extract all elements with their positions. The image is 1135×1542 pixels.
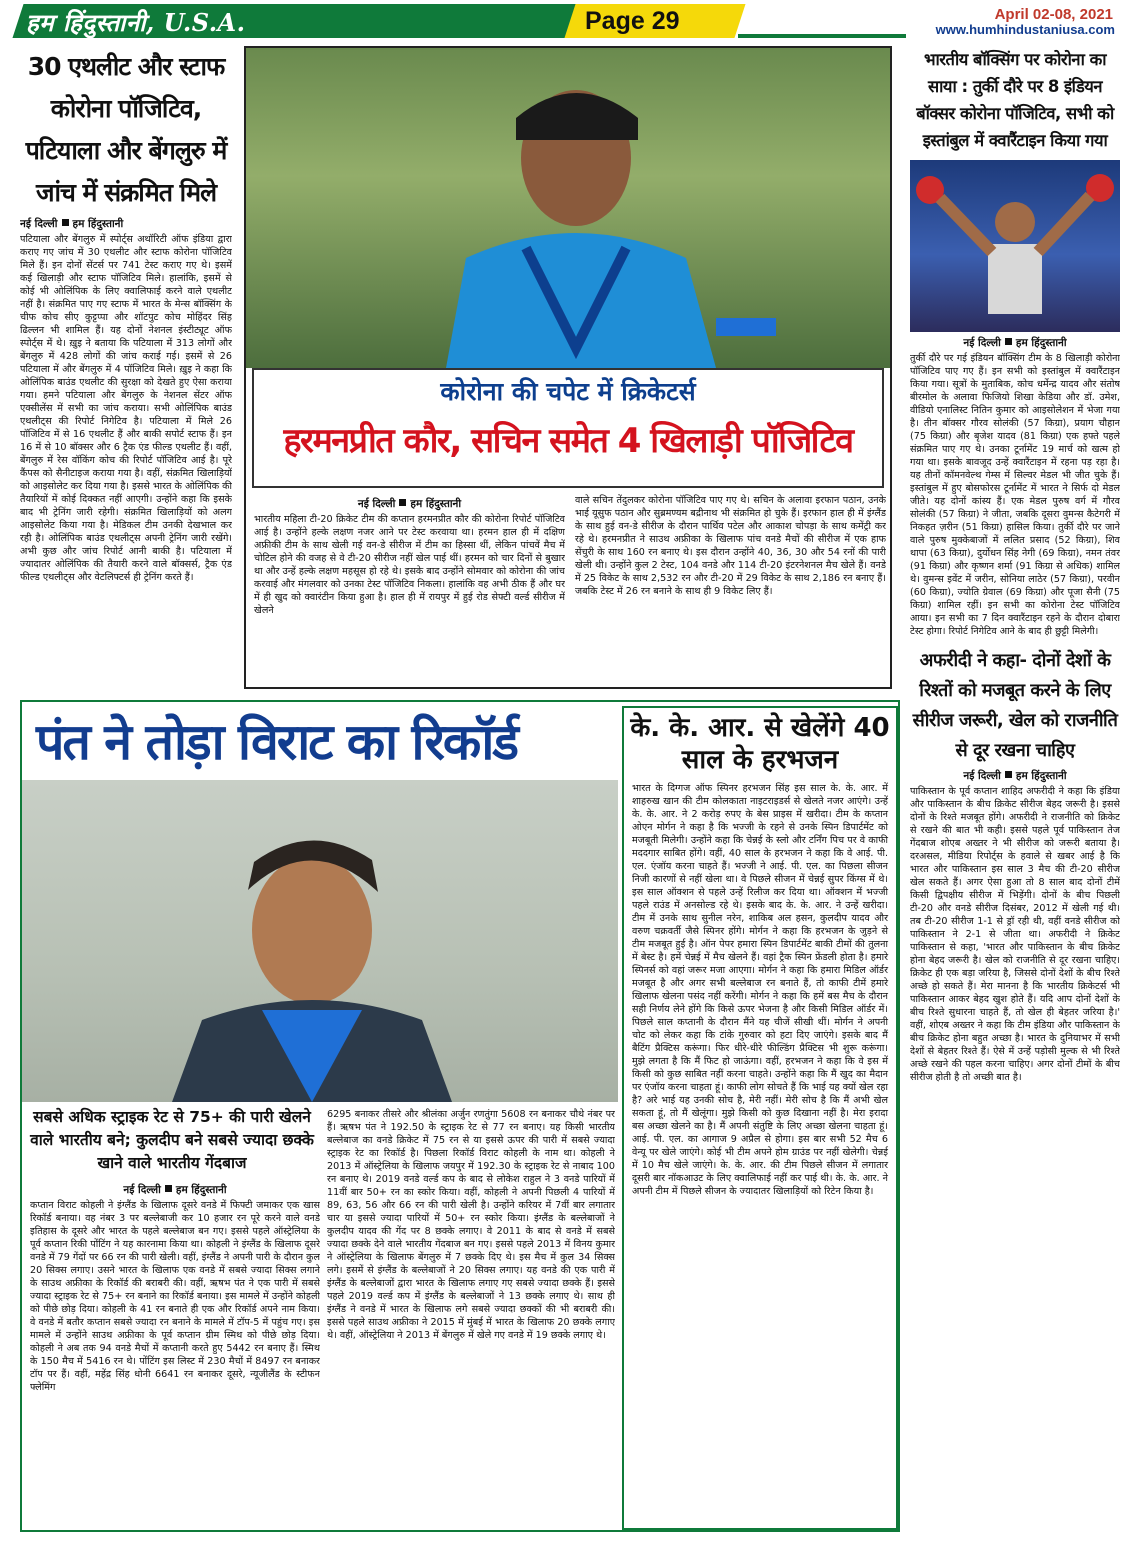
pant-column-1 bbox=[30, 1180, 320, 1530]
afridi-body: पाकिस्तान के पूर्व कप्तान शाहिद अफरीदी ने कहा कि इंडिया और पाकिस्तान के बीच क्रिकेट सीरीज बेहद जरूरी है। इससे दोनों के रिश्ते मजबूत होंगे। अफरीदी ने राजनीति को क्रिकेट से रखने की बात भी कही। इससे पहले पूर्व पाकिस्तान तेज गेंदबाज शोएब अख्तर ने भी सीरीज को जरूरी बताया है। दरअसल, मीडिया रिपोर्ट्स के हवाले से खबर आई है कि भारत और पाकिस्तान इस साल 3 मैच की टी-20 सीरीज खेल सकते हैं। अगर ऐसा हुआ तो 8 साल बाद दोनों टीमें किसी द्विपक्षीय सीरीज में भिड़ेंगी। दोनों के बीच पिछली टी-20 और वनडे सीरीज दिसंबर, 2012 में खेली गई थी। तब टी-20 सीरीज 1-1 से ड्रॉ रही थी, वहीं वनडे सीरीज को पाकिस्तान ने 2-1 से जीता था। अफरीदी ने क्रिकेट पाकिस्तान से कहा, 'भारत और पाकिस्तान के बीच क्रिकेट होना बेहद जरूरी है। खेल को राजनीति से दूर रखना चाहिए। क्रिकेट ही एक बड़ा जरिया है, जिससे दोनों देशों के बीच रिश्ते अच्छे हो सकते हैं। मेरा मानना है कि भारतीय क्रिकेटर्स भी पाकिस्तान आकर बेहद खुश होते हैं। यदि आप दोनों देशों के बीच रिश्ते सुधारना चाहते हैं, तो खेल ही बेहतर जरिया है।' वहीं, शोएब अख्तर ने कहा कि टीम इंडिया और पाकिस्तान के बीच क्रिकेट होना बहुत अच्छा है। भारत के दुनियाभर में सभी देशों से बेहतर रिश्ते हैं। ऐसे में उन्हें पड़ोसी मुल्क से भी रिश्ते अच्छे रखने की पहल करना चाहिए। अगर दोनों टीमों के बीच सीरीज होती है तो अच्छी बात है। bbox=[910, 786, 1120, 1083]
dateline-city: नई दिल्ली bbox=[963, 770, 1001, 782]
harman-kicker: कोरोना की चपेट में क्रिकेटर्स bbox=[440, 377, 696, 406]
boxer-photo bbox=[910, 160, 1120, 332]
rishabh-pant-photo bbox=[22, 780, 618, 1102]
dateline-source: हम हिंदुस्तानी bbox=[1015, 770, 1067, 782]
dateline-city: नई दिल्ली bbox=[963, 337, 1001, 349]
headline-box bbox=[252, 368, 884, 488]
left-article-dateline bbox=[20, 217, 232, 231]
dateline-source: हम हिंदुस्तानी bbox=[72, 218, 124, 230]
left-article-headline: 30 एथलीट और स्टाफ कोरोना पॉजिटिव, पटियाला और बेंगलुरु में जांच में संक्रमित मिले bbox=[25, 52, 227, 207]
harbhajan-body-wrap bbox=[624, 776, 896, 1198]
cricketer-figure-icon bbox=[246, 48, 890, 368]
harman-body-1: भारतीय महिला टी-20 क्रिकेट टीम की कप्तान हरमनप्रीत कौर की कोरोना रिपोर्ट पॉजिटिव आई है। उन्होंने हल्के लक्षण नजर आने पर टेस्ट करवाया था। हरमन हाल ही में दक्षिण अफ्रीकी टीम के साथ खेली गई वन-डे सीरीज में टीम का हिस्सा थीं, लेकिन पांचवें मैच में चोटिल होने की वजह से वे टी-20 सीरीज नहीं खेल पाई थीं। हरमन को चार दिनों से बुखार था और उन्हें हल्के लक्षण महसूस हो रहे थे। इसके बाद उन्होंने सोमवार को कोरोना की जांच करवाई और मंगलवार को उनका टेस्ट पॉजिटिव निकला। हालांकि वह अभी ठीक हैं और घर में ही खुद को क्वारंटीन किया हुआ है। हाल ही में रायपुर में हुई रोड सेफ्टी वर्ल्ड सीरीज में खेलने bbox=[254, 514, 565, 616]
dateline-source: हम हिंदुस्तानी bbox=[410, 498, 462, 510]
harbhajan-headline: के. के. आर. से खेलेंगे 40 साल के हरभजन bbox=[630, 713, 890, 775]
website-url[interactable]: www.humhindustaniusa.com bbox=[935, 22, 1115, 37]
dateline-city: नई दिल्ली bbox=[357, 498, 396, 510]
right-column bbox=[910, 46, 1120, 1526]
pant-section bbox=[20, 700, 900, 1532]
pant-subheadline: सबसे अधिक स्ट्राइक रेट से 75+ की पारी खेलने वाले भारतीय बने; कुलदीप बने सबसे ज्यादा छक्के खाने वाले भारतीय गेंदबाज bbox=[30, 1108, 314, 1172]
harbhajan-body: भारत के दिग्गज ऑफ स्पिनर हरभजन सिंह इस साल के. के. आर. में शाहरुख खान की टीम कोलकाता नाइटराइडर्स से खेलते नजर आएंगे। उन्हें के. के. आर. ने 2 करोड़ रुपए के बेस प्राइस में खरीदा। टीम के कप्तान ओएन मोर्गन ने कहा है कि भज्जी के रहने से उनके स्पिन डिपार्टमेंट को मजबूती मिलेगी। उन्होंने कहा कि चेन्नई के स्लो और टर्निंग पिच पर वे काफी मददगार साबित होंगे। वहीं, 40 साल के हरभजन ने कहा कि वे आई. पी. एल. एंजॉय करना चाहते हैं। भज्जी ने आई. पी. एल. का पिछला सीजन निजी कारणों से नहीं खेला था। वे पिछले सीजन में चेन्नई सुपर किंग्स में थे। इस साल ऑक्शन से पहले उन्हें रिलीज कर दिया था। ऑक्शन में भज्जी पहले राउंड में अनसोल्ड रहे थे। इसके बाद के. के. आर. ने उन्हें खरीदा। टीम में उनके साथ सुनील नरेन, शाकिब अल हसन, कुलदीप यादव और वरुण चक्रवर्ती जैसे स्पिनर होंगे। मोर्गन ने कहा कि हरभजन के जुड़ने से टीम मजबूत हुई है। ऑन पेपर हमारा स्पिन डिपार्टमेंट बाकी टीमों की तुलना में बेस्ट है। हमें चेन्नई में मैच खेलने हैं। वहां ट्रैक स्पिन फ्रेंडली होता है। हमारे स्पिनर्स को वहां जरूर मजा आएगा। मोर्गन ने कहा कि हमारा मिडिल ऑर्डर मजबूत है और अगर सभी बल्लेबाज रन बनाते हैं, तो काफी टीमें हमारे खिलाफ खेलना पसंद नहीं करेंगी। मोर्गन ने कहा कि हमें बस मैच के दौरान सही निर्णय लेने होंगे कि किसे ऊपर भेजना है और किसी मिडिल ऑर्डर में। पिछले साल कप्तानी के दौरान मैंने यह चीजें सीखी थीं। मोर्गन ने अपनी चोट को लेकर कहा कि टांके गुरुवार को हटा दिए जाएंगे। इसके बाद मैं बैटिंग प्रैक्टिस करूंगा। फिर धीरे-धीरे फील्डिंग प्रैक्टिस भी शुरू करूंगा। मुझे लगता है कि मैं फिट हो जाऊंगा। वहीं, हरभजन ने कहा कि वे इस में किसी को कुछ साबित नहीं करना चाहते। उन्होंने कहा कि मैं खुद का मैदान पर एंजॉय करना चाहता हूं। काफी लोग सोचते हैं कि भाई यह क्यों खेल रहा है? अरे भाई यह उनकी सोच है, मेरी नहीं। मेरी सोच है कि मैं अभी खेल सकता हूं, तो मैं खेलूंगा। मुझे किसी को कुछ दिखाना नहीं है। मेरा इरादा बस अच्छा खेलने का है। मैं अपनी संतुष्टि के लिए अच्छा खेलना चाहता हूं। आई. पी. एल. का आगाज 9 अप्रैल से होगा। इस बार सभी 52 मैच 6 वेन्यू पर खेले जाएंगे। कोई भी टीम अपने होम ग्राउंड पर नहीं खेलेगी। चेन्नई में 10 मैच खेले जाएंगे। के. के. आर. की टीम पिछले सीजन में लगातार दूसरी बार नॉकआउट के लिए क्वालिफाई नहीं कर पाई थी। के. के. आर. ने अपनी टीम में पिछले सीजन के ज्यादातर खिलाड़ियों को रिटेन किया है। bbox=[632, 783, 888, 1197]
cricketer-figure-icon bbox=[22, 780, 618, 1102]
newspaper-title: हम हिंदुस्तानी, U.S.A. bbox=[26, 8, 246, 37]
left-article bbox=[20, 46, 232, 686]
harman-dateline bbox=[254, 497, 565, 511]
pant-body-2: 6295 बनाकर तीसरे और श्रीलंका अर्जुन रणतुंगा 5608 रन बनाकर चौथे नंबर पर हैं। ऋषभ पंत ने 192.50 के स्ट्राइक रेट से 77 रन बनाए। यह किसी भारतीय बल्लेबाज का वनडे क्रिकेट में 75 रन से या इससे ऊपर की पारी में सबसे ज्यादा स्ट्राइक रेट का रिकॉर्ड है। पिछला रिकॉर्ड विराट कोहली के नाम था। कोहली ने 2013 में ऑस्ट्रेलिया के खिलाफ जयपुर में 192.30 के स्ट्राइक रेट से नाबाद 100 रन बनाए थे। 2019 वनडे वर्ल्ड कप के बाद से लोकेश राहुल ने 3 वनडे पारियों में 11वीं बार 50+ रन का स्कोर किया। वहीं, कोहली ने अपनी पिछली 4 पारियों में 89, 63, 56 और 66 रन की पारी खेली है। उन्होंने करियर में 7वीं बार लगातार चार या इससे ज्यादा पारियों में 50+ रन स्कोर किया। इंग्लैंड के बल्लेबाजों ने कुलदीप यादव की गेंद पर 8 छक्के लगाए। वे 2011 के बाद से वनडे में सबसे ज्यादा छक्के देने वाले भारतीय गेंदबाज बन गए। इससे पहले 2013 में विनय कुमार ने ऑस्ट्रेलिया के खिलाफ बेंगलुरु में 7 छक्के दिए थे। इस मैच में कुल 34 सिक्स लगे। इसमें से इंग्लैंड के बल्लेबाजों ने 20 सिक्स लगाए। यह वनडे की एक पारी में इंग्लैंड के बल्लेबाजों द्वारा भारत के खिलाफ लगाए गए सबसे ज्यादा छक्के हैं। इससे पहले 2019 वर्ल्ड कप में इंग्लैंड के बल्लेबाजों ने 13 छक्के लगाए थे। साथ ही इंग्लैंड ने वनडे में भारत के खिलाफ लगे सबसे ज्यादा छक्कों की भी बराबरी की। इससे पहले साउथ अफ्रीका ने 2015 में मुंबई में भारत के खिलाफ 20 छक्के लगाए थे। वहीं, ऑस्ट्रेलिया ने 2013 में बेंगलुरु में खेले गए वनडे में 19 छक्के लगाए थे। bbox=[327, 1109, 615, 1341]
harbhajan-article bbox=[622, 706, 898, 1530]
masthead-rule bbox=[738, 34, 906, 38]
boxing-dateline bbox=[910, 336, 1120, 350]
boxing-body: तुर्की दौरे पर गई इंडियन बॉक्सिंग टीम के 8 खिलाड़ी कोरोना पॉजिटिव पाए गए हैं। इन सभी को इस्तांबुल में क्वारैंटाइन किया गया। सूत्रों के मुताबिक, कोच धर्मेन्द्र यादव और संतोष बीरमोल के अलावा फिजियो शिखा केडिया और डॉ. उमेश, वीडियो एनालिस्ट नितिन कुमार को आइसोलेशन में भेजा गया है। तीन बॉक्सर गौरव सोलंकी (57 किग्रा), प्रयाग चौहान (75 किग्रा) और बृजेश यादव (81 किग्रा) एक हफ्ते पहले संक्रमित पाए गए थे। उनका टूर्नामेंट 19 मार्च को खत्म हो गया था। इसके बावजूद उन्हें क्वारैंटाइन में रहना पड़ रहा है। यह तीनों कॉमनवेल्थ गेम्स में सिल्वर मेडल भी जीत चुके हैं। इस्तांबुल में हुए बोसफोरस टूर्नामेंट में भारत ने सिर्फ दो मेडल जीते। यह दोनों कांस्य हैं। एक मेडल पुरुष वर्ग में गौरव सोलंकी (57 किग्रा) ने जीता, जबकि दूसरा वुमन्स कैटेगरी में निकहत ज़रीन (51 किग्रा) हासिल किया। तुर्की दौरे पर जाने वाले पुरुष मुक्केबाजों में ललित प्रसाद (52 किग्रा), शिव थापा (63 किग्रा), दुर्योधन सिंह नेगी (69 किग्रा), नमन तंवर (91 किग्रा) और कृष्णन शर्मा (91 किग्रा से अधिक) शामिल थे। वुमन्स इवेंट में जरीन, सोनिया लाठेर (57 किग्रा), परवीन (60 किग्रा), ज्योति ग्रेवाल (69 किग्रा) और पूजा सैनी (75 किग्रा) शामिल रहीं। इन सभी का कोरोना टेस्ट पॉजिटिव आया। इन सभी का 7 दिन क्वारैंटाइन रहने के दौरान दोबारा टेस्ट होगा। रिपोर्ट निगेटिव आने के बाद ही छुट्टी मिलेगी। bbox=[910, 353, 1120, 637]
harman-article bbox=[244, 46, 892, 689]
masthead bbox=[0, 0, 1135, 42]
bullet-square-icon bbox=[165, 1185, 172, 1192]
boxer-figure-icon bbox=[910, 160, 1120, 332]
left-article-body: पटियाला और बेंगलुरु में स्पोर्ट्स अथॉरिटी ऑफ इंडिया द्वारा कराए गए जांच में 30 एथलीट और स्टाफ कोरोना पॉजिटिव मिले हैं। इन दोनों सेंटर्स पर 741 टेस्ट कराए गए थे। इसमें कई खिलाड़ी और स्टाफ पॉजिटिव मिले। हालांकि, इसमें से कोई भी ओलिंपिक के लिए क्वालिफाई करने वाले एथलीट नहीं है। संक्रमित पाए गए स्टाफ में भारत के मेन्स बॉक्सिंग के चीफ कोच सीए कुट्टप्पा और शॉटपुट कोच मोहिंदर सिंह ढिल्लन भी शामिल हैं। यह दोनों नेशनल इंस्टीट्यूट ऑफ स्पोर्ट्स में थे। ख़ुइ ने बताया कि पटियाला में 313 लोगों और बेंगलुरु में 428 लोगों की जांच कराई गई। इसमें से 26 पटियाला में और बेंगलुरु में 4 पॉजिटिव मिले। ख़ुइ ने कहा कि ओलिंपिक बाउंड एथलीट की सुरक्षा को देखते हुए ऐसा कराया गया। हमने पटियाला और बेंगलुरु के नेशनल सेंटर ऑफ एक्सीलेंस में सभी का जांच कराया। सभी ओलिंपिक बाउंड एथलीट्स की रिपोर्ट निगेटिव है। पटियाला में मिले 26 पॉजिटिव में से 16 एथलीट हैं और बाकी सपोर्ट स्टाफ हैं। इन 16 में से 10 बॉक्सर और 6 ट्रैक एंड फील्ड एथलीट हैं। वहीं, बेंगलुरु में रेस वॉकिंग कोच की रिपोर्ट पॉजिटिव आई है। पूरे कैंपस को सैनीटाइज कराया गया है। वहीं, संक्रमित खिलाड़ियों को आइसोलेट कर दिया गया है। इससे भारत के ओलिंपिक की तैयारियों में कोई दिक्कत नहीं आएगी। उन्होंने कहा कि इसके बाद भी ट्रेनिंग जारी रहेगी। संक्रमित खिलाड़ियों को अलग आइसोलेट किया गया है। मेडिकल टीम उनकी देखभाल कर रही है। ओलिंपिक बाउंड एथलीट्स अपनी ट्रेनिंग जारी रखेंगे। अभी कुछ और जांच रिपोर्ट आनी बाकी है। पटियाला में ज्यादातर ओलिंपिक की तैयारी करने वाले बॉक्सर्स, ट्रैक एंड फील्ड एथलीट्स और वेटलिफ्टर्स ही ट्रेनिंग करते हैं। bbox=[20, 234, 232, 583]
bullet-square-icon bbox=[1005, 338, 1012, 345]
harmanpreet-photo bbox=[246, 48, 890, 368]
harman-headline: हरमनप्रीत कौर, सचिन समेत 4 खिलाड़ी पॉजिटिव bbox=[283, 421, 853, 461]
pant-headline: पंत ने तोड़ा विराट का रिकॉर्ड bbox=[36, 713, 518, 771]
pant-column-2 bbox=[327, 1108, 615, 1530]
bullet-square-icon bbox=[1005, 771, 1012, 778]
afridi-dateline bbox=[910, 769, 1120, 783]
issue-date: April 02-08, 2021 bbox=[994, 6, 1113, 23]
dateline-source: हम हिंदुस्तानी bbox=[175, 1184, 227, 1196]
dateline-city: नई दिल्ली bbox=[20, 218, 58, 230]
afridi-headline: अफरीदी ने कहा- दोनों देशों के रिश्तों को मजबूत करने के लिए सीरीज जरूरी, खेल को राजनीति से दूर रखना चाहिए bbox=[912, 650, 1118, 761]
harman-column-1 bbox=[254, 494, 565, 686]
harman-body-2: वाले सचिन तेंदुलकर कोरोना पॉजिटिव पाए गए थे। सचिन के अलावा इरफान पठान, उनके भाई यूसुफ पठान और सुब्रमण्यम बद्रीनाथ भी संक्रमित हो चुके हैं। इरफान हाल ही में इंग्लैंड के साथ हुई वन-डे सीरीज के दौरान पार्थिव पटेल और आकाश चोपड़ा के साथ कमेंट्री कर रहे थे। हरमनप्रीत ने साउथ अफ्रीका के खिलाफ पांच वनडे मैचों की सीरीज में एक हाफ सेंचुरी के साथ 160 रन बनाए थे। इस दौरान उन्होंने 40, 36, 30 और 54 रनों की पारी खेली थी। उन्होंने कुल 2 टेस्ट, 104 वनडे और 114 टी-20 इंटरनेशनल मैच खेले हैं। वनडे में 25 विकेट के साथ 2,532 रन और टी-20 में 29 विकेट के साथ 2,186 रन बनाए हैं। जबकि टेस्ट में 26 रन बनाने के साथ ही 9 विकेट लिए हैं। bbox=[575, 495, 886, 597]
dateline-city: नई दिल्ली bbox=[123, 1184, 161, 1196]
pant-body-1: कप्तान विराट कोहली ने इंग्लैंड के खिलाफ दूसरे वनडे में फिफ्टी जमाकर एक खास रिकॉर्ड बनाया। वह नंबर 3 पर बल्लेबाजी कर 10 हजार रन पूरे करने वाले वनडे इतिहास के दूसरे और भारत के पहले बल्लेबाज बन गए। इससे पहले ऑस्ट्रेलिया के पूर्व कप्तान रिकी पोंटिंग ने यह कारनामा किया था। कोहली ने इंग्लैंड के खिलाफ दूसरे वनडे में 79 गेंदों पर 66 रन की पारी खेली। वहीं, इंग्लैंड ने अपनी पारी के दौरान कुल 20 सिक्स लगाए। उसने भारत के खिलाफ एक वनडे में सबसे ज्यादा सिक्स लगाने के साउथ अफ्रीका के रिकॉर्ड की बराबरी की। वहीं, ऋषभ पंत ने एक पारी में सबसे ज्यादा स्ट्राइक रेट से 75+ रन बनाने का रिकॉर्ड बनाया। इस मामले में उन्होंने कोहली को पीछे छोड़ दिया। कोहली के 41 रन बनाते ही एक और रिकॉर्ड अपने नाम किया। वे वनडे में बतौर कप्तान सबसे ज्यादा रन बनाने के मामले में टॉप-5 में पहुंच गए। इस मामले में उन्होंने साउथ अफ्रीका के पूर्व कप्तान ग्रीम स्मिथ को पीछे छोड़ दिया। कोहली ने अब तक 94 वनडे मैचों में कप्तानी करते हुए 5442 रन बनाए हैं। स्मिथ के 150 मैच में 5416 रन थे। पोंटिंग इस लिस्ट में 230 मैचों में 8497 रन बनाकर टॉप पर हैं। वहीं, महेंद्र सिंह धोनी 6641 रन बनाकर दूसरे, न्यूजीलैंड के स्टीफन फ्लेमिंग bbox=[30, 1200, 320, 1393]
boxing-headline: भारतीय बॉक्सिंग पर कोरोना का साया : तुर्की दौरे पर 8 इंडियन बॉक्सर कोरोना पॉजिटिव, सभी को इस्तांबुल में क्वारैंटाइन किया गया bbox=[916, 50, 1114, 150]
harman-column-2 bbox=[575, 494, 886, 686]
harman-body-columns bbox=[254, 494, 886, 686]
pant-dateline bbox=[30, 1183, 320, 1197]
page-number: Page 29 bbox=[585, 7, 680, 35]
dateline-source: हम हिंदुस्तानी bbox=[1015, 337, 1067, 349]
bullet-square-icon bbox=[62, 219, 69, 226]
bullet-square-icon bbox=[399, 499, 406, 506]
